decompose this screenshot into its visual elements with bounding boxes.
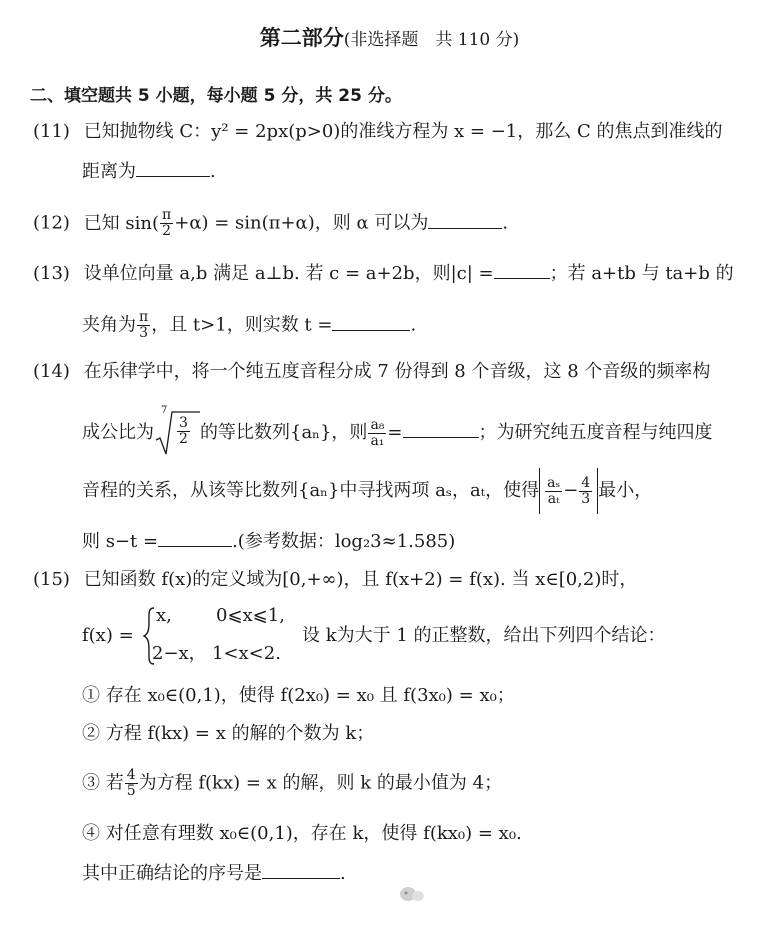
- q14-line3: [82, 466, 652, 516]
- q15-number: (15): [33, 569, 70, 590]
- q14-root-fraction: [177, 416, 190, 447]
- q15-text1: 已知函数 f(x)的定义域为[0,+∞)，且 f(x+2) = f(x). 当 x∈[0,2)时，: [83, 569, 638, 590]
- q12-end: .: [502, 212, 509, 234]
- q11-text2: 距离为: [82, 161, 136, 182]
- q14-text2a: 成公比为: [82, 422, 154, 443]
- q14-blank2: [158, 528, 232, 547]
- q14-abs-den: aₜ: [547, 490, 560, 507]
- q14-text4b: .(参考数据：log₂3≈1.585): [232, 531, 456, 552]
- q14-root: [154, 405, 200, 456]
- q12-pre: 已知 sin(: [83, 212, 160, 234]
- q14-text4a: 则 s−t =: [82, 531, 159, 552]
- title-sub: (非选择题 共 110 分): [343, 30, 520, 50]
- q15-line1: [33, 568, 637, 592]
- q12-mid: +α) = sin(π+α)，则 α 可以为: [174, 212, 429, 234]
- q13-frac-num: π: [139, 309, 149, 325]
- q14-line1: [33, 360, 710, 384]
- q12-fraction: [160, 208, 173, 239]
- q12-frac-num: π: [162, 207, 172, 223]
- q12-line: [33, 208, 508, 239]
- q15-c3-fraction: [125, 768, 138, 799]
- q14-text2d: ；为研究纯五度音程与纯四度: [478, 422, 713, 443]
- q12-answer-blank: [428, 210, 502, 229]
- q15-conclusion-3: [82, 768, 502, 799]
- q13-line2: [82, 310, 416, 341]
- q15-after-cases: 设 k为大于 1 的正整数，给出下列四个结论：: [302, 625, 666, 646]
- q15-c3-num: 4: [126, 767, 136, 783]
- title-bold: 第二部分: [259, 26, 344, 50]
- q15-c3a: ③ 若: [82, 772, 124, 794]
- q13-text2b: ，且 t>1，则实数 t =: [151, 314, 333, 336]
- q13-frac-den: 3: [139, 325, 149, 341]
- watermark-logo-icon: [396, 884, 436, 904]
- q14-text1: 在乐律学中，将一个纯五度音程分成 7 份得到 8 个音级，这 8 个音级的频率构: [83, 361, 711, 382]
- q14-text2b: 的等比数列{aₙ}，则: [200, 422, 368, 443]
- q11-line2: [82, 158, 216, 184]
- q15-answer-blank: [262, 860, 340, 879]
- q15-case1-expr: x,: [156, 605, 172, 626]
- q11-number: (11): [33, 121, 70, 142]
- q15-case2-cond: 1<x<2.: [212, 643, 281, 664]
- q15-case1: [156, 604, 285, 628]
- q14-abs-frac2-num: 4: [581, 474, 591, 491]
- q12-number: (12): [33, 212, 70, 234]
- q11-answer-blank: [136, 158, 210, 177]
- q15-conclusion-4: ④ 对任意有理数 x₀∈(0,1)，存在 k，使得 f(kx₀) = x₀.: [82, 823, 522, 844]
- q11-text1: 已知抛物线 C：y² = 2px(p>0)的准线方程为 x = −1，那么 C 的焦点到准线的: [83, 121, 723, 142]
- q13-text1a: 设单位向量 a,b 满足 a⊥b. 若 c = a+2b，则|c| =: [83, 263, 494, 284]
- q14-line2: [82, 405, 713, 460]
- q14-abs-frac2: [579, 476, 592, 507]
- q14-number: (14): [33, 361, 70, 382]
- q14-text3b: 最小，: [598, 480, 653, 501]
- q15-case2: [152, 642, 281, 666]
- q14-blank1: [403, 419, 479, 438]
- q14-ratio-den: a₁: [370, 432, 385, 449]
- q11-line1: [33, 120, 722, 144]
- q14-abs-num: aₛ: [547, 474, 561, 491]
- q13-line1: [33, 260, 734, 286]
- q14-ratio-num: a₈: [370, 416, 385, 433]
- q13-text2a: 夹角为: [82, 314, 136, 336]
- q12-frac-den: 2: [162, 223, 172, 239]
- q15-fx-label: f(x) =: [82, 625, 134, 646]
- q13-blank2: [332, 312, 410, 331]
- q14-eq: =: [387, 422, 403, 443]
- q13-number: (13): [33, 263, 70, 284]
- q14-line4: [82, 528, 455, 554]
- q11-end: .: [210, 161, 216, 182]
- q14-root-den: 2: [179, 431, 188, 447]
- q15-c3b: 为方程 f(kx) = x 的解，则 k 的最小值为 4；: [138, 772, 503, 794]
- q15-case2-expr: 2−x，: [152, 643, 207, 664]
- q14-root-num: 3: [179, 415, 188, 431]
- q15-final-text: 其中正确结论的序号是: [82, 863, 262, 884]
- q15-end: .: [340, 863, 346, 884]
- q13-text1b: ；若 a+tb 与 ta+b 的: [549, 263, 734, 284]
- section-heading: 二、填空题共 5 小题，每小题 5 分，共 25 分。: [30, 86, 402, 106]
- q13-end: .: [410, 314, 417, 336]
- q14-abs-frac1: [545, 476, 562, 507]
- q15-case1-cond: 0⩽x⩽1,: [216, 605, 285, 626]
- q14-ratio: [368, 418, 386, 449]
- q15-c3-den: 5: [126, 783, 136, 799]
- q13-fraction: [137, 310, 150, 341]
- page-title: [0, 26, 779, 52]
- q15-conclusion-2: ② 方程 f(kx) = x 的解的个数为 k；: [82, 723, 375, 744]
- q14-abs-frac2-den: 3: [581, 490, 591, 507]
- q14-abs-value: [539, 468, 598, 514]
- q13-blank1: [494, 260, 550, 279]
- q14-abs-minus: −: [563, 480, 579, 501]
- q14-root-index: 7: [161, 405, 168, 416]
- q14-text3a: 音程的关系，从该等比数列{aₙ}中寻找两项 aₛ，aₜ，使得: [82, 480, 540, 501]
- q15-final: [82, 860, 346, 886]
- q15-conclusion-1: ① 存在 x₀∈(0,1)，使得 f(2x₀) = x₀ 且 f(3x₀) = x₀；: [82, 685, 515, 706]
